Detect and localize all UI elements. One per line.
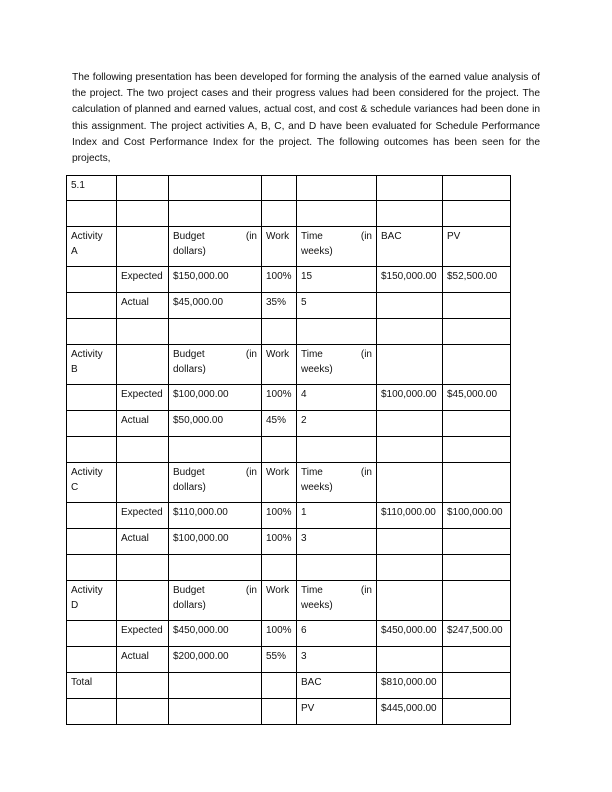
work-header: Work <box>262 227 297 267</box>
time-header: Time (in weeks) <box>297 463 377 503</box>
activity-name: Activity C <box>67 463 117 503</box>
expected-work: 100% <box>262 503 297 529</box>
actual-row <box>67 411 511 437</box>
bac-header: BAC <box>377 227 443 267</box>
expected-label: Expected <box>117 621 169 647</box>
intro-paragraph: The following presentation has been developed for forming the analysis of the earned value analysis of the project. The two project cases and their progress values had been considered for the project. The calculation of planned and earned values, actual cost, and cost & schedule variances had been done in this assignment. The project activities A, B, C, and D have been evaluated for Schedule Performance Index and Cost Performance Index for the project. The following outcomes has been seen for the projects, <box>72 72 540 165</box>
table-body <box>67 176 511 725</box>
bac-header <box>377 345 443 385</box>
expected-row <box>67 385 511 411</box>
expected-pv: $247,500.00 <box>443 621 511 647</box>
spacer-row <box>67 319 511 345</box>
pv-header: PV <box>443 227 511 267</box>
actual-work: 35% <box>262 293 297 319</box>
expected-pv: $52,500.00 <box>443 267 511 293</box>
expected-row <box>67 503 511 529</box>
actual-row <box>67 529 511 555</box>
expected-budget: $100,000.00 <box>169 385 262 411</box>
time-header: Time (in weeks) <box>297 581 377 621</box>
expected-work: 100% <box>262 267 297 293</box>
activity-name: Activity D <box>67 581 117 621</box>
activity-header-row <box>67 463 511 503</box>
budget-header: Budget (in dollars) <box>169 227 262 267</box>
work-header: Work <box>262 581 297 621</box>
pv-header <box>443 463 511 503</box>
time-header: Time (in weeks) <box>297 227 377 267</box>
spacer-row <box>67 555 511 581</box>
total-label: Total <box>67 673 117 699</box>
section-number: 5.1 <box>67 176 117 201</box>
expected-row <box>67 621 511 647</box>
expected-time: 4 <box>297 385 377 411</box>
work-header: Work <box>262 463 297 503</box>
expected-row <box>67 267 511 293</box>
spacer-row <box>67 437 511 463</box>
expected-time: 15 <box>297 267 377 293</box>
actual-label: Actual <box>117 293 169 319</box>
actual-budget: $45,000.00 <box>169 293 262 319</box>
activity-name: Activity B <box>67 345 117 385</box>
actual-row <box>67 293 511 319</box>
expected-bac: $450,000.00 <box>377 621 443 647</box>
actual-label: Actual <box>117 529 169 555</box>
actual-time: 2 <box>297 411 377 437</box>
expected-time: 6 <box>297 621 377 647</box>
expected-budget: $150,000.00 <box>169 267 262 293</box>
actual-work: 45% <box>262 411 297 437</box>
expected-pv: $100,000.00 <box>443 503 511 529</box>
budget-header: Budget (in dollars) <box>169 581 262 621</box>
expected-label: Expected <box>117 503 169 529</box>
actual-time: 3 <box>297 529 377 555</box>
spacer-row <box>67 201 511 227</box>
actual-budget: $50,000.00 <box>169 411 262 437</box>
expected-bac: $150,000.00 <box>377 267 443 293</box>
activity-name: Activity A <box>67 227 117 267</box>
earned-value-table <box>66 175 511 725</box>
actual-label: Actual <box>117 411 169 437</box>
total-row <box>67 673 511 699</box>
expected-pv: $45,000.00 <box>443 385 511 411</box>
total-bac-value: $810,000.00 <box>377 673 443 699</box>
activity-header-row <box>67 227 511 267</box>
actual-time: 5 <box>297 293 377 319</box>
budget-header: Budget (in dollars) <box>169 463 262 503</box>
actual-work: 55% <box>262 647 297 673</box>
pv-header <box>443 345 511 385</box>
expected-bac: $100,000.00 <box>377 385 443 411</box>
expected-label: Expected <box>117 267 169 293</box>
total-pv-value: $445,000.00 <box>377 699 443 725</box>
expected-work: 100% <box>262 385 297 411</box>
total-pv-label: PV <box>297 699 377 725</box>
work-header: Work <box>262 345 297 385</box>
actual-budget: $200,000.00 <box>169 647 262 673</box>
expected-label: Expected <box>117 385 169 411</box>
actual-budget: $100,000.00 <box>169 529 262 555</box>
bac-header <box>377 581 443 621</box>
total-pv-row <box>67 699 511 725</box>
section-row <box>67 176 511 201</box>
expected-budget: $110,000.00 <box>169 503 262 529</box>
total-bac-label: BAC <box>297 673 377 699</box>
expected-bac: $110,000.00 <box>377 503 443 529</box>
actual-label: Actual <box>117 647 169 673</box>
actual-time: 3 <box>297 647 377 673</box>
expected-budget: $450,000.00 <box>169 621 262 647</box>
pv-header <box>443 581 511 621</box>
bac-header <box>377 463 443 503</box>
expected-work: 100% <box>262 621 297 647</box>
activity-header-row <box>67 345 511 385</box>
actual-work: 100% <box>262 529 297 555</box>
activity-header-row <box>67 581 511 621</box>
expected-time: 1 <box>297 503 377 529</box>
actual-row <box>67 647 511 673</box>
time-header: Time (in weeks) <box>297 345 377 385</box>
budget-header: Budget (in dollars) <box>169 345 262 385</box>
